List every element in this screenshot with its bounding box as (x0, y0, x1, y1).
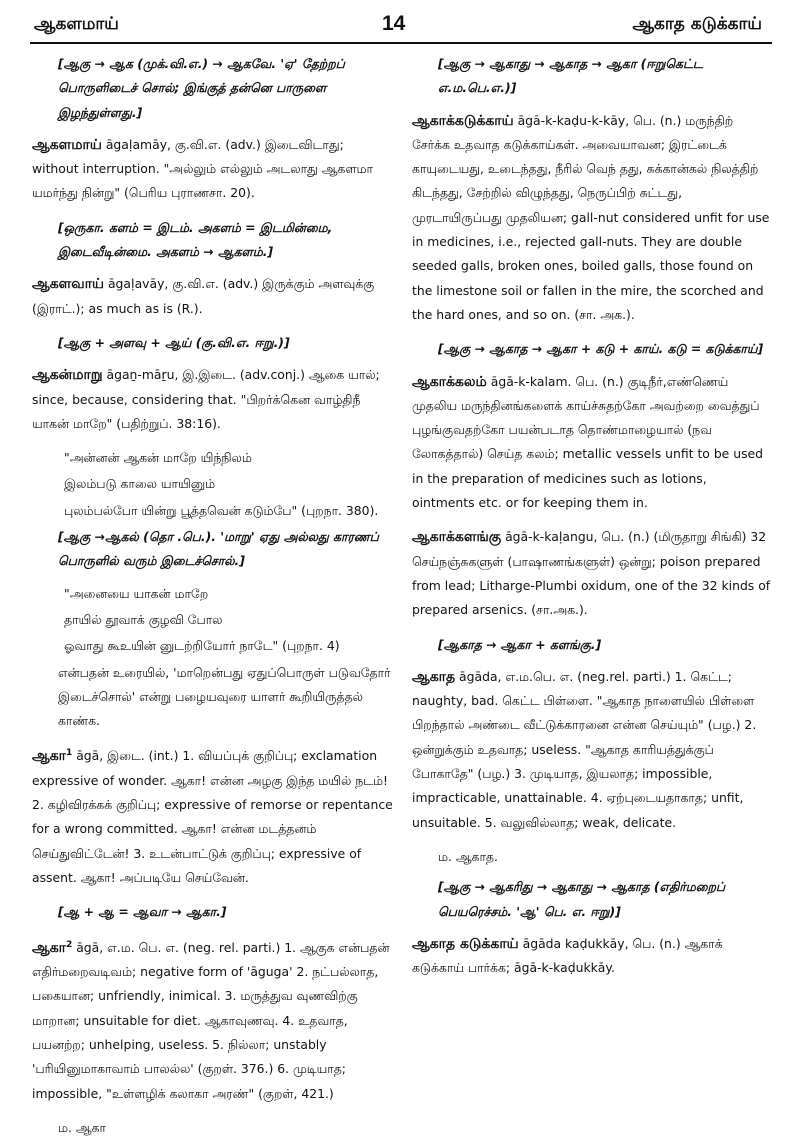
definition-text: āgā-k-kalam. பெ. (n.) குடிநீர்,எண்ணெய் முதலிய மருந்தினங்களைக் காய்ச்சுதற்கோ அவற்றை வைத்துப் புழங்குவதற்கோ பயன்படாத தொண்மாழையால் (நவ லோகத்தால்) செய்த கலம்; metallic vessels unfit to be used in the preparation of medicines such as lotions, ointments etc. or for keeping them in. (412, 373, 764, 511)
dictionary-entry (32, 133, 394, 206)
etymology-note: [ஆகு →ஆகல் (தொ .பெ.). 'மாறு' ஏது அல்லது காரணப் பொருளில் வரும் இடைச்சொல்.] (58, 529, 379, 569)
dictionary-entry (32, 272, 394, 321)
headword: ஆகா (32, 939, 66, 956)
definition-text: āgaṉ-māṟu, இ.இடை. (adv.conj.) ஆகை யால்; since, because, considering that. "பிறர்க்கென வாழ்திநீ யாகன் மாறே" (பதிற்றுப். 38:16). (32, 367, 380, 431)
headword: ஆகாக்கடுக்காய் (412, 112, 514, 129)
header-rule (30, 42, 772, 44)
dictionary-entry (412, 109, 772, 328)
commentary-text: என்பதன் உரையில், 'மாறென்பது ஏதுப்பொருள் படுவதோர் இடைச்சொல்' என்று பழையவுரை யாளர் கூறியிருத்தல் காண்க. (58, 664, 391, 729)
definition-text: āgā, இடை. (int.) 1. வியப்புக் குறிப்பு; exclamation expressive of wonder. ஆகா! என்ன அழகு இந்த மயில் நடம்! 2. கழிவிரக்கக் குறிப்பு; expressive of remorse or repentance for a wrong committed. ஆகா! என்ன மடத்தனம் செய்துவிட்டேன்! 3. உடன்பாட்டுக் குறிப்பு; expressive of assent. ஆகா! அப்படியே செய்வேன். (32, 748, 393, 886)
right-column (412, 52, 772, 990)
homonym-number: 2 (65, 939, 73, 950)
headword: ஆகாக்கலம் (412, 373, 487, 390)
homonym-number: 1 (65, 748, 73, 759)
definition-text: āgā-k-kaḷangu, பெ. (n.) (மிருதாறு சிங்கி) 32 செய்நஞ்சுகளுள் (பாஷாணங்களுள்) ஒன்று; poison prepared from lead; Litharge-Plumbi oxidum, one of the 32 kinds of prepared arsenics. (சா.அக.). (412, 529, 771, 618)
dictionary-entry (412, 932, 772, 981)
etymology-note: [ஆ + ஆ = ஆவா → ஆகா.] (58, 904, 227, 920)
cognate-note: ம. ஆகாத. (438, 848, 498, 864)
etymology-note: [ஆகாத → ஆகா + களங்கு.] (438, 636, 602, 652)
dictionary-entry (412, 370, 772, 516)
definition-text: āgaḷavāy, கு.வி.எ. (adv.) இருக்கும் அளவுக்கு (இராட்.); as much as is (R.). (32, 276, 375, 316)
quotation-line: புலம்பல்போ யின்று பூத்தவென் கடும்பே" (புறநா. 380). (64, 502, 379, 518)
quotation-line: தாயில் தூவாக் குழவி போல (64, 611, 223, 627)
page-number: 14 (382, 12, 406, 35)
headword: ஆகாத கடுக்காய் (412, 935, 519, 952)
dictionary-entry (412, 525, 772, 622)
cognate-note: ம. ஆகா (58, 1119, 106, 1135)
running-head-left: ஆகளமாய் (34, 14, 119, 34)
definition-text: āgāda kaḍukkāy, பெ. (n.) ஆகாக் கடுக்காய் பார்க்க; āgā-k-kaḍukkāy. (412, 935, 723, 976)
definition-text: āgā-k-kaḍu-k-kāy, பெ. (n.) மருந்திற் சேர்க்க உதவாத கடுக்காய்கள். அவையாவன; இரட்டைக் காயுடையது, உடைந்தது, நீரில் வெந் தது, சுக்கான்கல் நிலத்திற் கிடந்தது, சேற்றில் விழுந்தது, நெருப்பிற் சுட்டது, முரடாயிருப்பது முதலியன; gall-nut considered unfit for use in medicines, i.e., rejected gall-nuts. They are double seeded galls, broken ones, boiled galls, those found on the limestone soil or fallen in the mire, the scorched and the hard ones, and so on. (சா. அக.). (412, 112, 770, 322)
quotation-line: இலம்படு காலை யாயினும் (64, 476, 216, 492)
headword: ஆகாக்களங்கு (412, 529, 502, 546)
etymology-note: [ஆகு → ஆகாது → ஆகாத → ஆகா (ஈறுகெட்ட எ.ம.பெ.எ.)] (438, 56, 703, 96)
definition-text: āgā, எ.ம. பெ. எ. (neg. rel. parti.) 1. ஆகுக என்பதன் எதிர்மறைவடிவம்; negative form of 'āguga' 2. நட்பல்லாத, பகையான; unfriendly, inimical. 3. மருத்துவ வுணவிற்கு மாறான; unsuitable for diet. ஆகாவுணவு. 4. உதவாத, பயனற்ற; unhelping, useless. 5. நில்லா; unstably 'பரியினுமாகாவாம் பாலல்ல' (குறள். 376.) 6. முடியாத; impossible, "உள்ளழிக் கலாகா அரண்" (குறள், 421.) (32, 939, 390, 1101)
headword: ஆகா (32, 748, 66, 765)
dictionary-entry (32, 363, 394, 436)
page-header (0, 12, 800, 42)
headword: ஆகளவாய் (32, 276, 105, 293)
quotation-line: "அனையை யாகன் மாறே (64, 585, 209, 601)
etymology-note: [ஆகு + அளவு + ஆய் (கு.வி.எ. ஈறு.)] (58, 334, 290, 350)
headword: ஆகன்மாறு (32, 367, 103, 384)
dictionary-entry (32, 933, 394, 1106)
running-head-right: ஆகாத கடுக்காய் (632, 14, 762, 34)
etymology-note: [ஆகு → ஆக (முக்.வி.எ.) → ஆகவே. 'ஏ' தேற்றப் பொருளிடைச் சொல்; இங்குத் தன்னெ பாருளை இழந்துள்ளது.] (58, 56, 345, 120)
quotation-line: ஓவாது கூஉயின் னுடற்றியோர் நாடே" (புறநா. 4) (64, 638, 340, 654)
headword: ஆகாத (412, 668, 456, 685)
dictionary-entry (412, 665, 772, 835)
definition-text: āgāda, எ.ம.பெ. எ. (neg.rel. parti.) 1. கெட்ட; naughty, bad. கெட்ட பிள்ளை. "ஆகாத நாளையில் பிள்ளை பிறந்தால் அண்டை வீட்டுக்காரனை என்ன செய்யும்" (பழ.) 2. ஒன்றுக்கும் உதவாத; useless. "ஆகாத காரியத்துக்குப் போகாதே" (பழ.) 3. முடியாத, இயலாத; impossible, impracticable, unattainable. 4. ஏற்புடையதாகாத; unfit, unsuitable. 5. வலுவில்லாத; weak, delicate. (412, 668, 757, 830)
etymology-note: [ஒருகா. களம் = இடம். அகளம் = இடமின்மை, இடைவீடின்மை. அகளம் → ஆகளம்.] (58, 219, 333, 260)
etymology-note: [ஆகு → ஆகரிது → ஆகாது → ஆகாத (எதிர்மறைப் பெயரெச்சம். 'ஆ' பெ. எ. ஈறு)] (438, 879, 726, 919)
quotation-line: "அன்னன் ஆகன் மாறே யிந்நிலம் (64, 450, 252, 466)
definition-text: āgaḷamāy, கு.வி.எ. (adv.) இடைவிடாது; without interruption. "அல்லும் எல்லும் அடலாது ஆகளமா யமர்ந்து நின்று" (பெரிய புராணசா. 20). (32, 136, 373, 201)
headword: ஆகளமாய் (32, 136, 102, 153)
left-column (32, 52, 394, 1146)
dictionary-entry (32, 741, 394, 890)
etymology-note: [ஆகு → ஆகாத → ஆகா + கடு + காய். கடு = கடுக்காய்] (438, 341, 764, 357)
